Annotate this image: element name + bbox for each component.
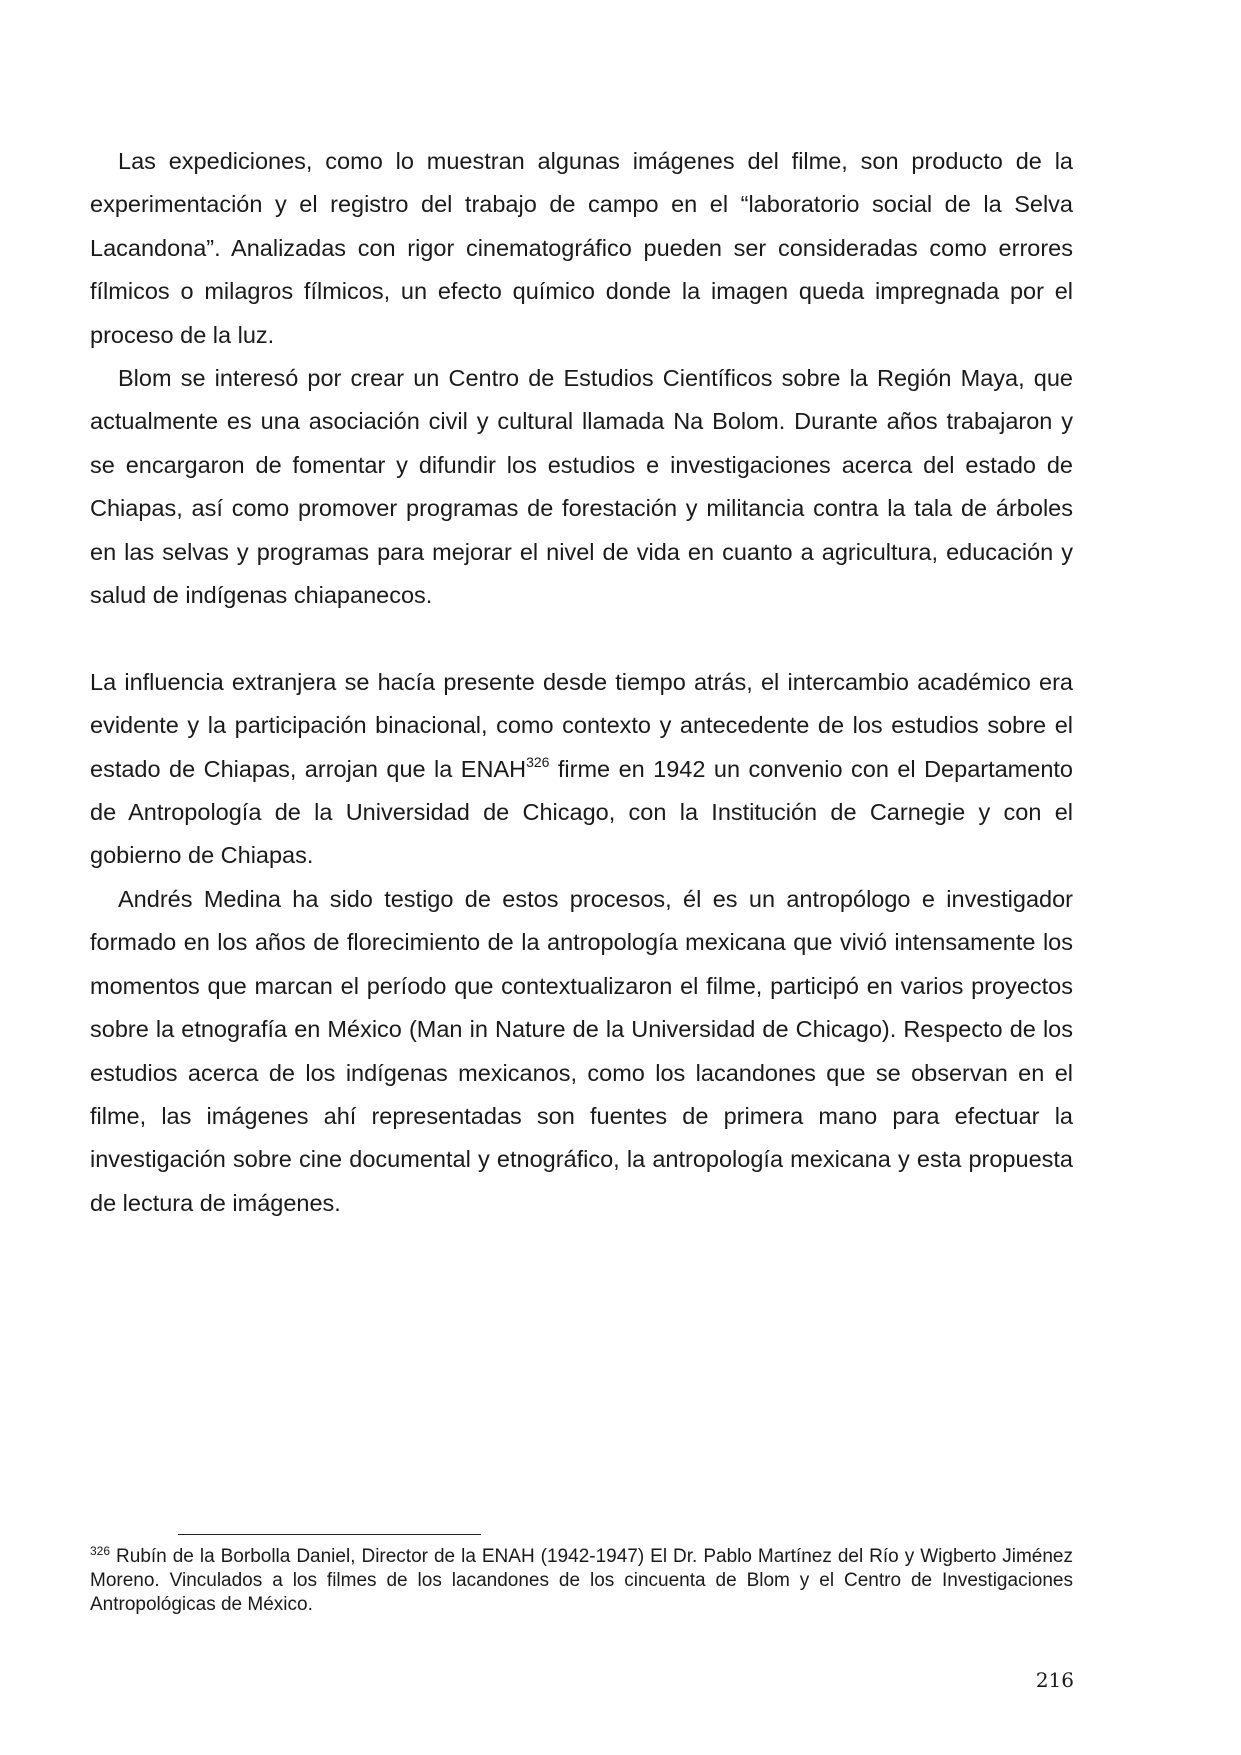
paragraph-expediciones: Las expediciones, como lo muestran algunas imágenes del filme, son producto de la experimentación y el registro del trabajo de campo en el “laboratorio social de la Selva Lacandona”. Analizadas con rigor cinematográfico pueden ser consideradas como errores fílmicos o milagros fílmicos, un efecto químico donde la imagen queda impregnada por el proceso de la luz. [90,148,1073,348]
footnote-number: 326 [90,1544,111,1558]
paragraph-influencia-after: firme en 1942 un convenio con el Departamento de Antropología de la Universidad de Chicago, con la Institución de Carnegie y con el gobierno de Chiapas. [90,755,1073,869]
paragraph-medina: Andrés Medina ha sido testigo de estos procesos, él es un antropólogo e investigador formado en los años de florecimiento de la antropología mexicana que vivió intensamente los momentos que marcan el período que contextualizaron el filme, participó en varios proyectos sobre la etnografía en México (Man in Nature de la Universidad de Chicago). Respecto de los estudios acerca de los indígenas mexicanos, como los lacandones que se observan en el filme, las imágenes ahí representadas son fuentes de primera mano para efectuar la investigación sobre cine documental y etnográfico, la antropología mexicana y esta propuesta de lectura de imágenes. [90,885,1073,1216]
paragraph-influencia-before: La influencia extranjera se hacía presente desde tiempo atrás, el intercambio académico era evidente y la participación binacional, como contexto y antecedente de los estudios sobre el estado de Chiapas, arrojan que la ENAH [90,668,1073,782]
paragraph-influencia [90,661,1073,878]
page-number: 216 [1035,1668,1074,1692]
footnote-text: Rubín de la Borbolla Daniel, Director de la ENAH (1942-1947) El Dr. Pablo Martínez del Río y Wigberto Jiménez Moreno. Vinculados a los filmes de los lacandones de los cincuenta de Blom y el Centro de Investigaciones Antropológicas de México. [90,1546,1073,1615]
paragraph-blom: Blom se interesó por crear un Centro de Estudios Científicos sobre la Región Maya, que actualmente es una asociación civil y cultural llamada Na Bolom. Durante años trabajaron y se encargaron de fomentar y difundir los estudios e investigaciones acerca del estado de Chiapas, así como promover programas de forestación y militancia contra la tala de árboles en las selvas y programas para mejorar el nivel de vida en cuanto a agricultura, educación y salud de indígenas chiapanecos. [90,365,1073,609]
body-text [90,140,1073,1225]
footnote-reference[interactable]: 326 [526,753,550,770]
footnote-separator [178,1534,481,1535]
footnote [90,1545,1073,1617]
